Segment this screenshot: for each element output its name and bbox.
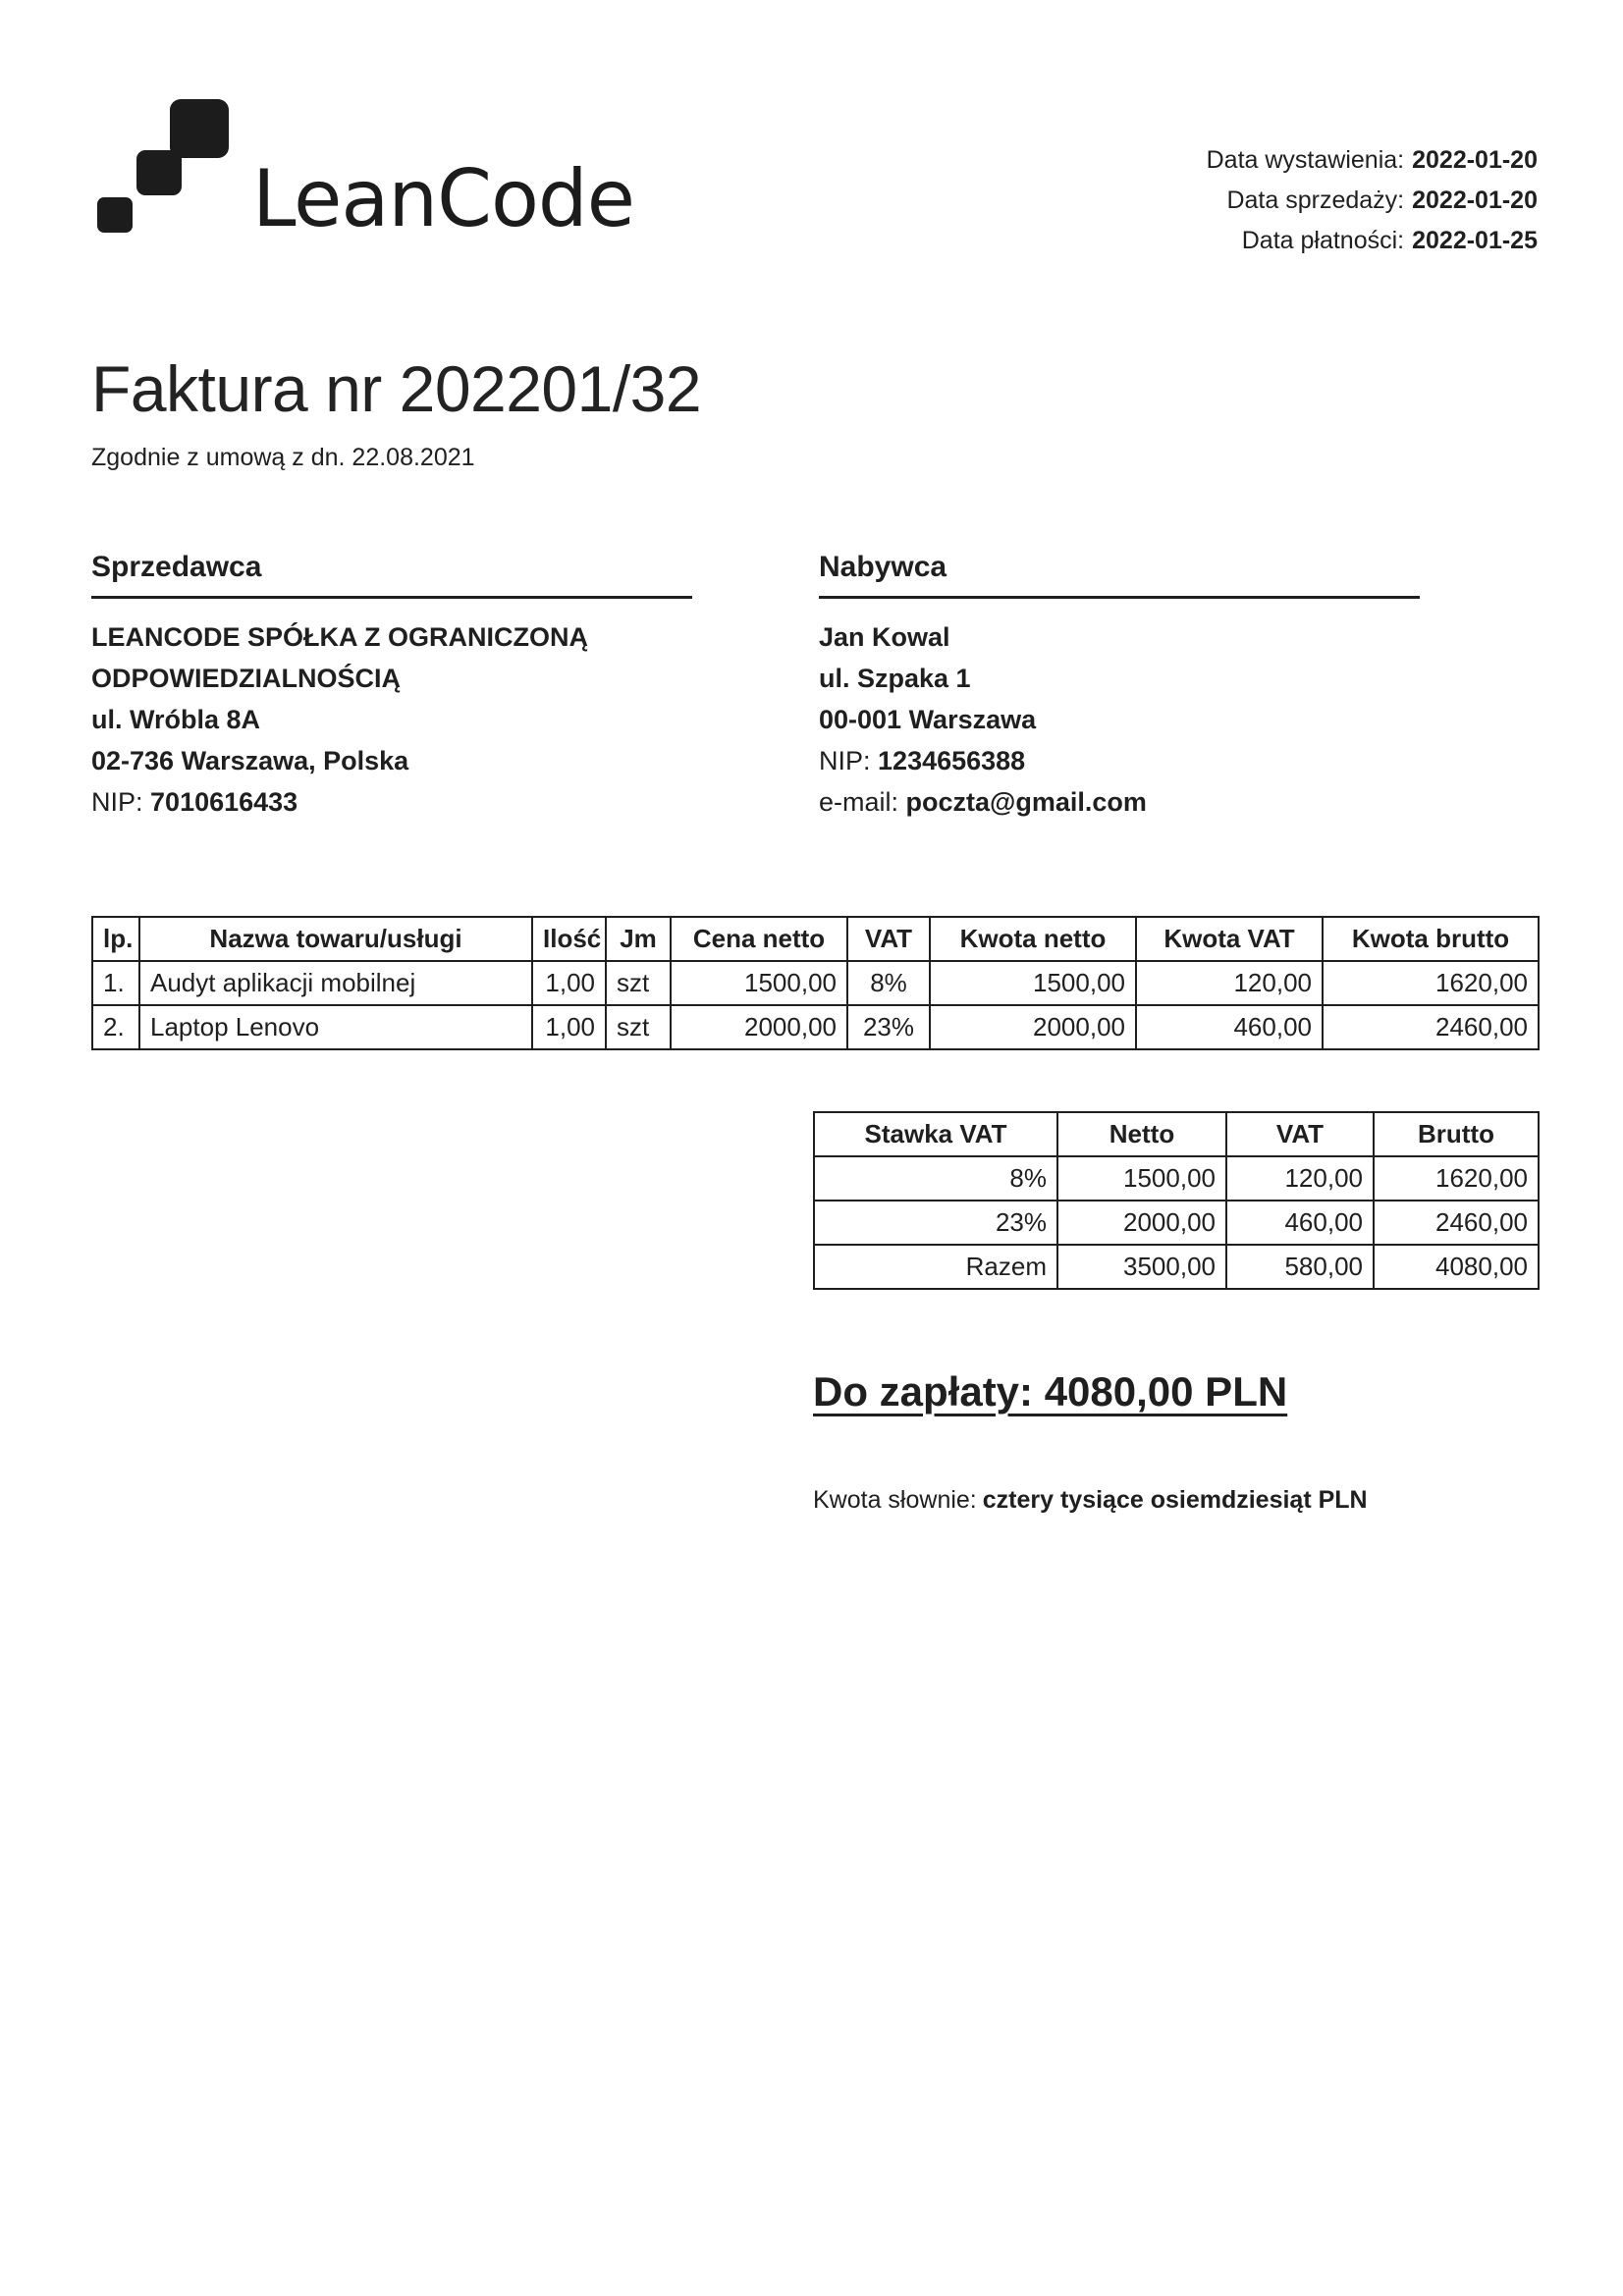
buyer-email xyxy=(819,781,1420,823)
date-payment-value: 2022-01-25 xyxy=(1412,227,1538,254)
table-row xyxy=(814,1201,1539,1245)
table-cell: 1500,00 xyxy=(1057,1156,1226,1201)
seller-nip xyxy=(91,781,692,823)
buyer-heading: Nabywca xyxy=(819,551,1420,599)
date-payment-label: Data płatności: xyxy=(1241,227,1405,254)
seller-nip-label: NIP: xyxy=(91,787,143,817)
table-cell: 4080,00 xyxy=(1374,1245,1539,1289)
table-cell: 2460,00 xyxy=(1374,1201,1539,1245)
leancode-logo xyxy=(91,93,634,244)
date-sale xyxy=(1207,181,1538,221)
column-header: Stawka VAT xyxy=(814,1112,1057,1156)
table-cell: 2000,00 xyxy=(1057,1201,1226,1245)
column-header: Kwota VAT xyxy=(1136,917,1323,961)
header xyxy=(91,93,1538,261)
table-cell: 8% xyxy=(814,1156,1057,1201)
leancode-logo-icon xyxy=(91,93,239,240)
table-cell: 2. xyxy=(92,1005,139,1049)
buyer-nip-value: 1234656388 xyxy=(878,746,1026,775)
invoice-dates xyxy=(1207,140,1538,261)
column-header: Cena netto xyxy=(671,917,847,961)
column-header: Nazwa towaru/usługi xyxy=(139,917,532,961)
buyer-address-street: ul. Szpaka 1 xyxy=(819,664,971,693)
table-row xyxy=(814,1156,1539,1201)
date-issued-value: 2022-01-20 xyxy=(1412,146,1538,174)
table-cell: Laptop Lenovo xyxy=(139,1005,532,1049)
seller-heading: Sprzedawca xyxy=(91,551,692,599)
invoice-title: Faktura nr 202201/32 xyxy=(91,352,702,425)
seller-name: LEANCODE SPÓŁKA Z OGRANICZONĄ ODPOWIEDZIALNOŚCIĄ xyxy=(91,622,588,693)
seller-details xyxy=(91,616,692,823)
date-issued-label: Data wystawienia: xyxy=(1206,146,1405,174)
buyer-nip xyxy=(819,740,1420,781)
amount-in-words-value: cztery tysiące osiemdziesiąt PLN xyxy=(982,1486,1368,1514)
column-header: Jm xyxy=(606,917,671,961)
column-header: Kwota netto xyxy=(930,917,1136,961)
date-payment xyxy=(1207,221,1538,261)
table-cell: 1,00 xyxy=(532,961,606,1005)
column-header: VAT xyxy=(1226,1112,1374,1156)
table-row xyxy=(814,1245,1539,1289)
table-cell: 580,00 xyxy=(1226,1245,1374,1289)
invoice-subtitle: Zgodnie z umową z dn. 22.08.2021 xyxy=(91,444,475,471)
table-cell: 460,00 xyxy=(1136,1005,1323,1049)
table-cell: 120,00 xyxy=(1226,1156,1374,1201)
date-issued xyxy=(1207,140,1538,181)
total-due: Do zapłaty: 4080,00 PLN xyxy=(813,1368,1288,1415)
column-header: lp. xyxy=(92,917,139,961)
table-cell: 460,00 xyxy=(1226,1201,1374,1245)
table-row xyxy=(92,1005,1539,1049)
seller-block xyxy=(91,551,692,823)
brand-wordmark: LeanCode xyxy=(252,153,634,244)
date-sale-value: 2022-01-20 xyxy=(1412,187,1538,214)
table-cell: 1620,00 xyxy=(1323,961,1539,1005)
table-row xyxy=(92,961,1539,1005)
table-cell: 1500,00 xyxy=(671,961,847,1005)
table-cell: 1500,00 xyxy=(930,961,1136,1005)
buyer-details xyxy=(819,616,1420,823)
table-cell: 8% xyxy=(847,961,930,1005)
column-header: Netto xyxy=(1057,1112,1226,1156)
table-cell: szt xyxy=(606,1005,671,1049)
table-cell: 2460,00 xyxy=(1323,1005,1539,1049)
column-header: Brutto xyxy=(1374,1112,1539,1156)
column-header: Ilość xyxy=(532,917,606,961)
table-cell: Razem xyxy=(814,1245,1057,1289)
table-cell: 3500,00 xyxy=(1057,1245,1226,1289)
buyer-email-label: e-mail: xyxy=(819,787,899,817)
vat-header-row xyxy=(814,1112,1539,1156)
vat-summary-table xyxy=(813,1111,1540,1290)
table-cell: 1. xyxy=(92,961,139,1005)
buyer-address-city: 00-001 Warszawa xyxy=(819,705,1037,734)
items-table xyxy=(91,916,1540,1050)
buyer-nip-label: NIP: xyxy=(819,746,871,775)
table-cell: szt xyxy=(606,961,671,1005)
table-cell: 2000,00 xyxy=(671,1005,847,1049)
table-cell: Audyt aplikacji mobilnej xyxy=(139,961,532,1005)
column-header: Kwota brutto xyxy=(1323,917,1539,961)
seller-address-city: 02-736 Warszawa, Polska xyxy=(91,746,409,775)
table-cell: 23% xyxy=(814,1201,1057,1245)
items-header-row xyxy=(92,917,1539,961)
table-cell: 23% xyxy=(847,1005,930,1049)
buyer-name: Jan Kowal xyxy=(819,622,950,652)
buyer-block xyxy=(819,551,1420,823)
seller-nip-value: 7010616433 xyxy=(150,787,298,817)
table-cell: 1620,00 xyxy=(1374,1156,1539,1201)
amount-in-words-label: Kwota słownie: xyxy=(813,1486,977,1514)
buyer-email-value: poczta@gmail.com xyxy=(905,787,1147,817)
amount-in-words xyxy=(813,1486,1538,1515)
table-cell: 2000,00 xyxy=(930,1005,1136,1049)
column-header: VAT xyxy=(847,917,930,961)
date-sale-label: Data sprzedaży: xyxy=(1226,187,1405,214)
seller-address-street: ul. Wróbla 8A xyxy=(91,705,261,734)
table-cell: 1,00 xyxy=(532,1005,606,1049)
table-cell: 120,00 xyxy=(1136,961,1323,1005)
parties-section xyxy=(91,551,1538,823)
